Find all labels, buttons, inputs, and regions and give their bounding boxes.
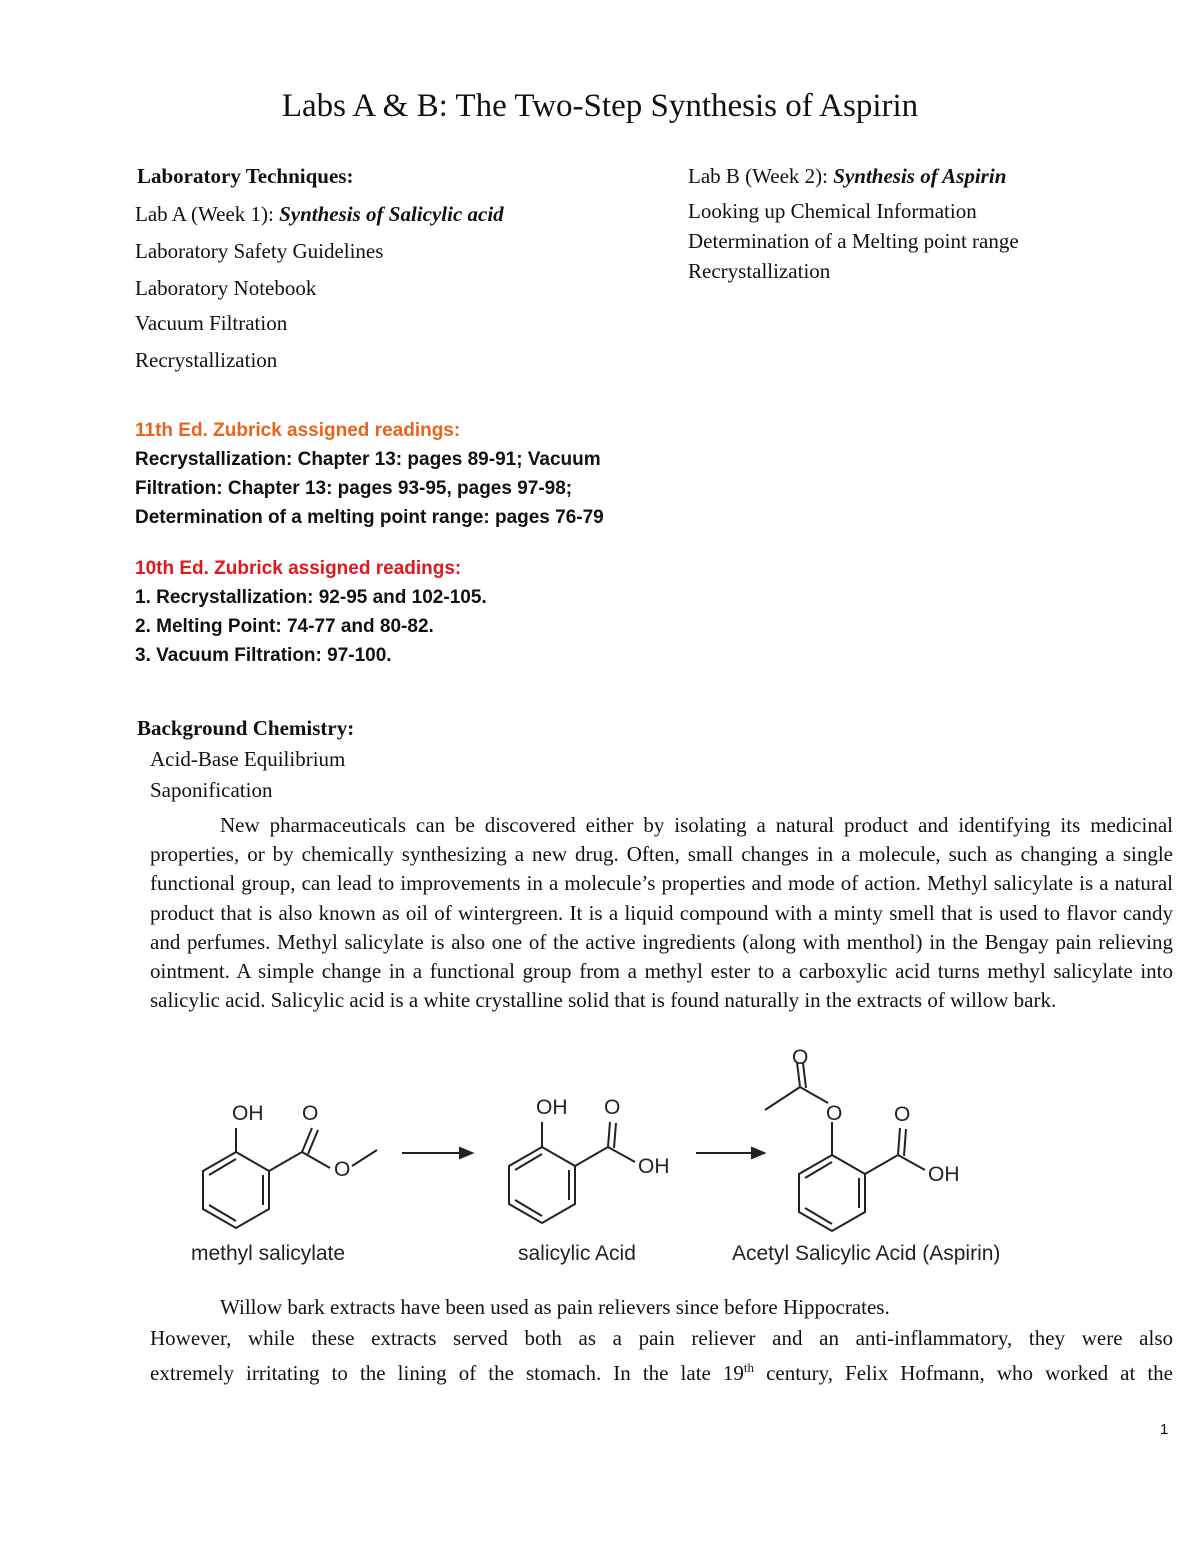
- readings-10-line: 2. Melting Point: 74-77 and 80-82.: [135, 616, 434, 637]
- paragraph2-line1: Willow bark extracts have been used as pain relievers since before Hippocrates.: [220, 1295, 890, 1319]
- atom-label: OH: [232, 1102, 264, 1125]
- paragraph2-line3: [150, 1353, 1173, 1388]
- background-paragraph: [150, 811, 1173, 1015]
- atom-label: OH: [638, 1155, 670, 1178]
- lab-a-prefix: Lab A (Week 1):: [135, 202, 280, 226]
- superscript: th: [743, 1360, 755, 1376]
- paragraph2-body: [150, 1324, 1173, 1388]
- lab-b-line: [688, 164, 1006, 189]
- atom-label: O: [604, 1096, 621, 1119]
- readings-10-heading: 10th Ed. Zubrick assigned readings:: [135, 558, 462, 579]
- lab-b-title: Synthesis of Aspirin: [833, 164, 1007, 188]
- atom-label: O: [826, 1102, 843, 1125]
- technique-item: Laboratory Notebook: [135, 276, 317, 300]
- atom-label: O: [302, 1102, 319, 1125]
- readings-10-line: 1. Recrystallization: 92-95 and 102-105.: [135, 587, 487, 608]
- atom-label: O: [894, 1103, 911, 1126]
- paragraph2-line3-b: century, Felix Hofmann, who worked at the: [754, 1361, 1173, 1386]
- lab-b-item: Determination of a Melting point range: [688, 229, 1019, 253]
- salicylic-acid-structure: [509, 1122, 635, 1223]
- paragraph2-line3-a: extremely irritating to the lining of the stomach. In the late 19: [150, 1361, 744, 1386]
- reaction-arrow-1: [402, 1148, 472, 1158]
- reaction-scheme: [180, 1040, 1060, 1275]
- compound-label: methyl salicylate: [191, 1242, 346, 1265]
- aspirin-structure: [765, 1062, 925, 1231]
- methyl-salicylate-structure: [203, 1128, 377, 1228]
- reaction-arrow-2: [696, 1148, 764, 1158]
- page-number: 1: [1160, 1421, 1169, 1438]
- readings-11-line: Recrystallization: Chapter 13: pages 89-91; Vacuum: [135, 449, 601, 470]
- atom-label: OH: [536, 1096, 568, 1119]
- background-item: Saponification: [150, 778, 273, 802]
- lab-b-item: Recrystallization: [688, 259, 831, 283]
- compound-label: Acetyl Salicylic Acid (Aspirin): [732, 1242, 1001, 1265]
- lab-a-title: Synthesis of Salicylic acid: [279, 202, 504, 226]
- lab-a-line: [135, 202, 504, 227]
- readings-11-line: Determination of a melting point range: pages 76-79: [135, 507, 604, 528]
- background-item: Acid-Base Equilibrium: [150, 747, 346, 771]
- compound-label: salicylic Acid: [518, 1242, 636, 1265]
- atom-label: O: [792, 1046, 809, 1069]
- readings-11-heading: 11th Ed. Zubrick assigned readings:: [135, 420, 461, 441]
- readings-10-line: 3. Vacuum Filtration: 97-100.: [135, 645, 392, 666]
- paragraph2-line2: However, while these extracts served both as a pain reliever and an anti-inflammatory, they were also: [150, 1326, 1173, 1350]
- lab-techniques-heading: Laboratory Techniques:: [137, 164, 354, 188]
- readings-11-line: Filtration: Chapter 13: pages 93-95, pages 97-98;: [135, 478, 573, 499]
- technique-item: Vacuum Filtration: [135, 311, 288, 335]
- lab-b-item: Looking up Chemical Information: [688, 199, 977, 223]
- atom-label: O: [334, 1158, 351, 1181]
- atom-label: OH: [928, 1163, 960, 1186]
- lab-b-prefix: Lab B (Week 2):: [688, 164, 834, 188]
- technique-item: Recrystallization: [135, 348, 278, 372]
- page-title: Labs A & B: The Two-Step Synthesis of Aspirin: [281, 88, 919, 124]
- technique-item: Laboratory Safety Guidelines: [135, 239, 384, 263]
- paragraph-text: New pharmaceuticals can be discovered either by isolating a natural product and identifying its medicinal properties, or by chemically synthesizing a new drug. Often, small changes in a molecule, such as changing a single functional group, can lead to improvements in a molecule’s properties and mode of action. Methyl salicylate is a natural product that is also known as oil of wintergreen. It is a liquid compound with a minty smell that is used to flavor candy and perfumes. Methyl salicylate is also one of the active ingredients (along with menthol) in the Bengay pain relieving ointment. A simple change in a functional group from a methyl ester to a carboxylic acid turns methyl salicylate into salicylic acid. Salicylic acid is a white crystalline solid that is found naturally in the extracts of willow bark.: [150, 813, 1173, 1013]
- background-heading: Background Chemistry:: [137, 716, 355, 740]
